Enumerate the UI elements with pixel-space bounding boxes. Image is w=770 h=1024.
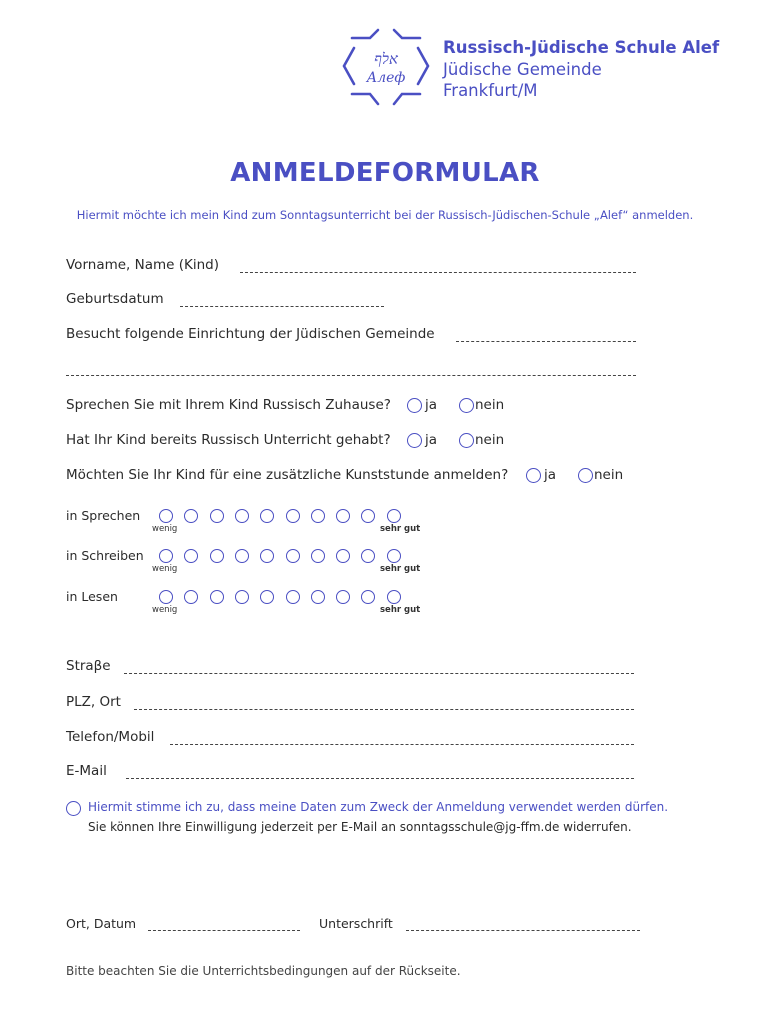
school-logo (340, 26, 432, 110)
scale-label: in Lesen (66, 589, 118, 604)
scale-option-5[interactable] (260, 549, 274, 563)
scale-option-4[interactable] (235, 509, 249, 523)
scale-option-10[interactable] (387, 549, 401, 563)
question-russian-lessons: Hat Ihr Kind bereits Russisch Unterricht gehabt? (66, 432, 391, 448)
scale-low-label: wenig (152, 524, 178, 534)
label-yes: ja (544, 467, 557, 483)
scale-option-9[interactable] (361, 590, 375, 604)
consent-text: Hiermit stimme ich zu, dass meine Daten zum Zweck der Anmeldung verwendet werden dürfen. (88, 800, 669, 814)
scale-option-4[interactable] (235, 590, 249, 604)
radio-art-class-yes[interactable] (526, 468, 541, 483)
email-field[interactable] (126, 778, 634, 779)
svg-text:אלף: אלף (374, 50, 398, 68)
scale-high-label: sehr gut (380, 605, 421, 615)
scale-option-3[interactable] (210, 549, 224, 563)
org-name: Russisch-Jüdische Schule Alef (443, 38, 720, 57)
scale-option-3[interactable] (210, 509, 224, 523)
question-art-class: Möchten Sie Ihr Kind für eine zusätzliche Kunststunde anmelden? (66, 467, 509, 483)
label-yes: ja (425, 432, 438, 448)
radio-russian-lessons-no[interactable] (459, 433, 474, 448)
scale-option-7[interactable] (311, 590, 325, 604)
radio-art-class-no[interactable] (578, 468, 593, 483)
institution-label: Besucht folgende Einrichtung der Jüdischen Gemeinde (66, 326, 435, 342)
radio-russian-home-no[interactable] (459, 398, 474, 413)
scale-option-5[interactable] (260, 590, 274, 604)
scale-option-2[interactable] (184, 590, 198, 604)
scale-option-4[interactable] (235, 549, 249, 563)
scale-option-8[interactable] (336, 509, 350, 523)
scale-option-5[interactable] (260, 509, 274, 523)
scale-option-1[interactable] (159, 509, 173, 523)
consent-checkbox[interactable] (66, 801, 81, 816)
street-label: Straβe (66, 658, 111, 674)
institution-field[interactable] (456, 341, 636, 342)
scale-option-9[interactable] (361, 509, 375, 523)
name-label: Vorname, Name (Kind) (66, 257, 220, 273)
scale-option-3[interactable] (210, 590, 224, 604)
label-no: nein (475, 432, 505, 448)
svg-text:Алеф: Алеф (366, 70, 406, 86)
label-yes: ja (425, 397, 438, 413)
org-city: Frankfurt/M (443, 81, 538, 100)
scale-option-7[interactable] (311, 549, 325, 563)
scale-option-9[interactable] (361, 549, 375, 563)
radio-russian-lessons-yes[interactable] (407, 433, 422, 448)
scale-option-7[interactable] (311, 509, 325, 523)
place-date-label: Ort, Datum (66, 916, 137, 931)
org-community: Jüdische Gemeinde (443, 60, 602, 79)
star-of-david-logo-icon (340, 26, 432, 110)
signature-field[interactable] (406, 930, 640, 931)
radio-russian-home-yes[interactable] (407, 398, 422, 413)
scale-option-1[interactable] (159, 549, 173, 563)
scale-label: in Schreiben (66, 548, 144, 563)
phone-field[interactable] (170, 744, 634, 745)
birthdate-label: Geburtsdatum (66, 291, 164, 307)
scale-low-label: wenig (152, 564, 178, 574)
footer-note: Bitte beachten Sie die Unterrichtsbedingungen auf der Rückseite. (66, 964, 461, 978)
phone-label: Telefon/Mobil (66, 729, 155, 745)
scale-option-8[interactable] (336, 590, 350, 604)
scale-option-6[interactable] (286, 509, 300, 523)
zip-city-field[interactable] (134, 709, 634, 710)
scale-option-6[interactable] (286, 549, 300, 563)
birthdate-field[interactable] (180, 306, 384, 307)
scale-low-label: wenig (152, 605, 178, 615)
scale-option-1[interactable] (159, 590, 173, 604)
consent-withdraw-text: Sie können Ihre Einwilligung jederzeit per E-Mail an sonntagsschule@jg-ffm.de widerrufen. (88, 820, 632, 834)
label-no: nein (475, 397, 505, 413)
intro-text: Hiermit möchte ich mein Kind zum Sonntagsunterricht bei der Russisch-Jüdischen-Schule „Alef“ anmelden. (76, 208, 694, 222)
scale-high-label: sehr gut (380, 524, 421, 534)
scale-option-10[interactable] (387, 590, 401, 604)
scale-option-8[interactable] (336, 549, 350, 563)
email-label: E-Mail (66, 763, 107, 779)
zip-city-label: PLZ, Ort (66, 694, 121, 710)
page-title: ANMELDEFORMULAR (230, 158, 540, 188)
place-date-field[interactable] (148, 930, 300, 931)
scale-option-6[interactable] (286, 590, 300, 604)
name-field[interactable] (240, 272, 636, 273)
street-field[interactable] (124, 673, 634, 674)
question-russian-home: Sprechen Sie mit Ihrem Kind Russisch Zuhause? (66, 397, 391, 413)
label-no: nein (594, 467, 624, 483)
scale-high-label: sehr gut (380, 564, 421, 574)
signature-label: Unterschrift (319, 916, 393, 931)
scale-option-2[interactable] (184, 509, 198, 523)
institution-field-continued[interactable] (66, 375, 636, 376)
scale-option-10[interactable] (387, 509, 401, 523)
scale-option-2[interactable] (184, 549, 198, 563)
scale-label: in Sprechen (66, 508, 141, 523)
